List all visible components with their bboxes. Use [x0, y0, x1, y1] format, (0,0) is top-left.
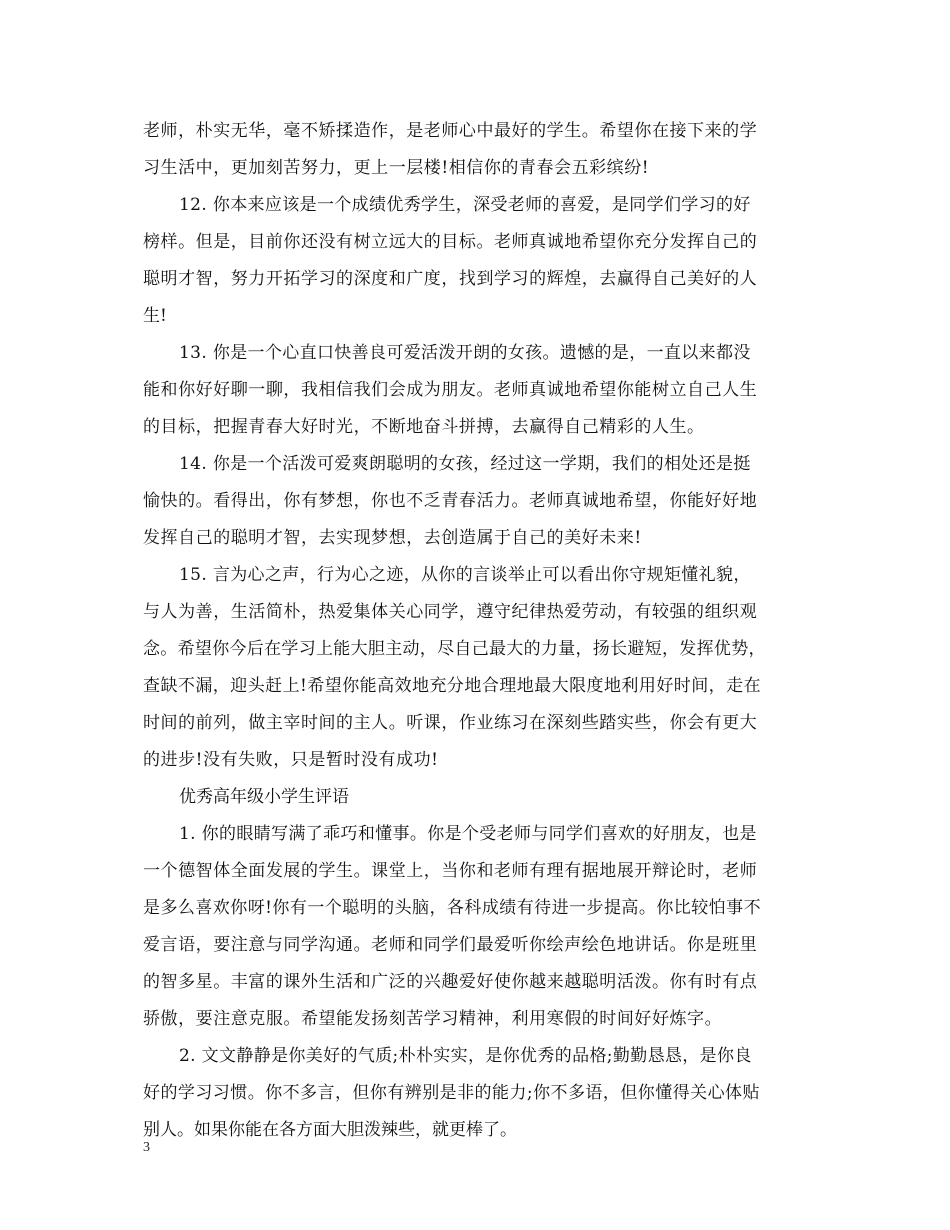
text-line: 发挥自己的聪明才智，去实现梦想，去创造属于自己的美好未来!: [143, 528, 642, 548]
text-line: 骄傲，要注意克服。希望能发扬刻苦学习精神，利用寒假的时间好好炼字。: [143, 1009, 723, 1029]
page-number: 3: [143, 1140, 150, 1155]
text-line: 12. 你本来应该是一个成绩优秀学生，深受老师的喜爱，是同学们学习的好: [179, 195, 751, 215]
text-line: 时间的前列，做主宰时间的主人。听课，作业练习在深刻些踏实些，你会有更大: [143, 713, 758, 733]
text-line: 的进步!没有失败，只是暂时没有成功!: [143, 750, 439, 770]
text-line: 的目标，把握青春大好时光，不断地奋斗拼搏，去赢得自己精彩的人生。: [143, 417, 705, 437]
text-line: 聪明才智，努力开拓学习的深度和广度，找到学习的辉煌，去赢得自己美好的人: [143, 269, 758, 289]
text-line: 生!: [143, 306, 167, 326]
text-line: 13. 你是一个心直口快善良可爱活泼开朗的女孩。遗憾的是，一直以来都没: [179, 343, 751, 363]
text-line: 2. 文文静静是你美好的气质;朴朴实实，是你优秀的品格;勤勤恳恳，是你良: [179, 1046, 752, 1066]
section-heading: 优秀高年级小学生评语: [179, 787, 349, 807]
text-line: 榜样。但是，目前你还没有树立远大的目标。老师真诚地希望你充分发挥自己的: [143, 232, 758, 252]
text-line: 与人为善，生活简朴，热爱集体关心同学，遵守纪律热爱劳动，有较强的组织观: [143, 602, 758, 622]
text-line: 习生活中，更加刻苦努力，更上一层楼!相信你的青春会五彩缤纷!: [143, 158, 650, 178]
text-line: 查缺不漏，迎头赶上!希望你能高效地充分地合理地最大限度地利用好时间，走在: [143, 676, 762, 696]
text-line: 一个德智体全面发展的学生。课堂上，当你和老师有理有据地展开辩论时，老师: [143, 861, 758, 881]
text-line: 是多么喜欢你呀!你有一个聪明的头脑，各科成绩有待进一步提高。你比较怕事不: [143, 898, 762, 918]
text-line: 老师，朴实无华，毫不矫揉造作，是老师心中最好的学生。希望你在接下来的学: [143, 121, 758, 141]
text-line: 愉快的。看得出，你有梦想，你也不乏青春活力。老师真诚地希望，你能好好地: [143, 491, 758, 511]
text-line: 15. 言为心之声，行为心之迹，从你的言谈举止可以看出你守规矩懂礼貌，: [179, 565, 751, 585]
text-line: 14. 你是一个活泼可爱爽朗聪明的女孩，经过这一学期，我们的相处还是挺: [179, 454, 751, 474]
text-line: 别人。如果你能在各方面大胆泼辣些，就更棒了。: [143, 1120, 517, 1140]
text-line: 爱言语，要注意与同学沟通。老师和同学们最爱听你绘声绘色地讲话。你是班里: [143, 935, 758, 955]
text-line: 的智多星。丰富的课外生活和广泛的兴趣爱好使你越来越聪明活泼。你有时有点: [143, 972, 758, 992]
text-line: 念。希望你今后在学习上能大胆主动，尽自己最大的力量，扬长避短，发挥优势，: [143, 639, 766, 659]
text-line: 1. 你的眼睛写满了乖巧和懂事。你是个受老师与同学们喜欢的好朋友，也是: [179, 824, 757, 844]
text-line: 好的学习习惯。你不多言，但你有辨别是非的能力;你不多语，但你懂得关心体贴: [143, 1083, 760, 1103]
text-line: 能和你好好聊一聊，我相信我们会成为朋友。老师真诚地希望你能树立自己人生: [143, 380, 758, 400]
